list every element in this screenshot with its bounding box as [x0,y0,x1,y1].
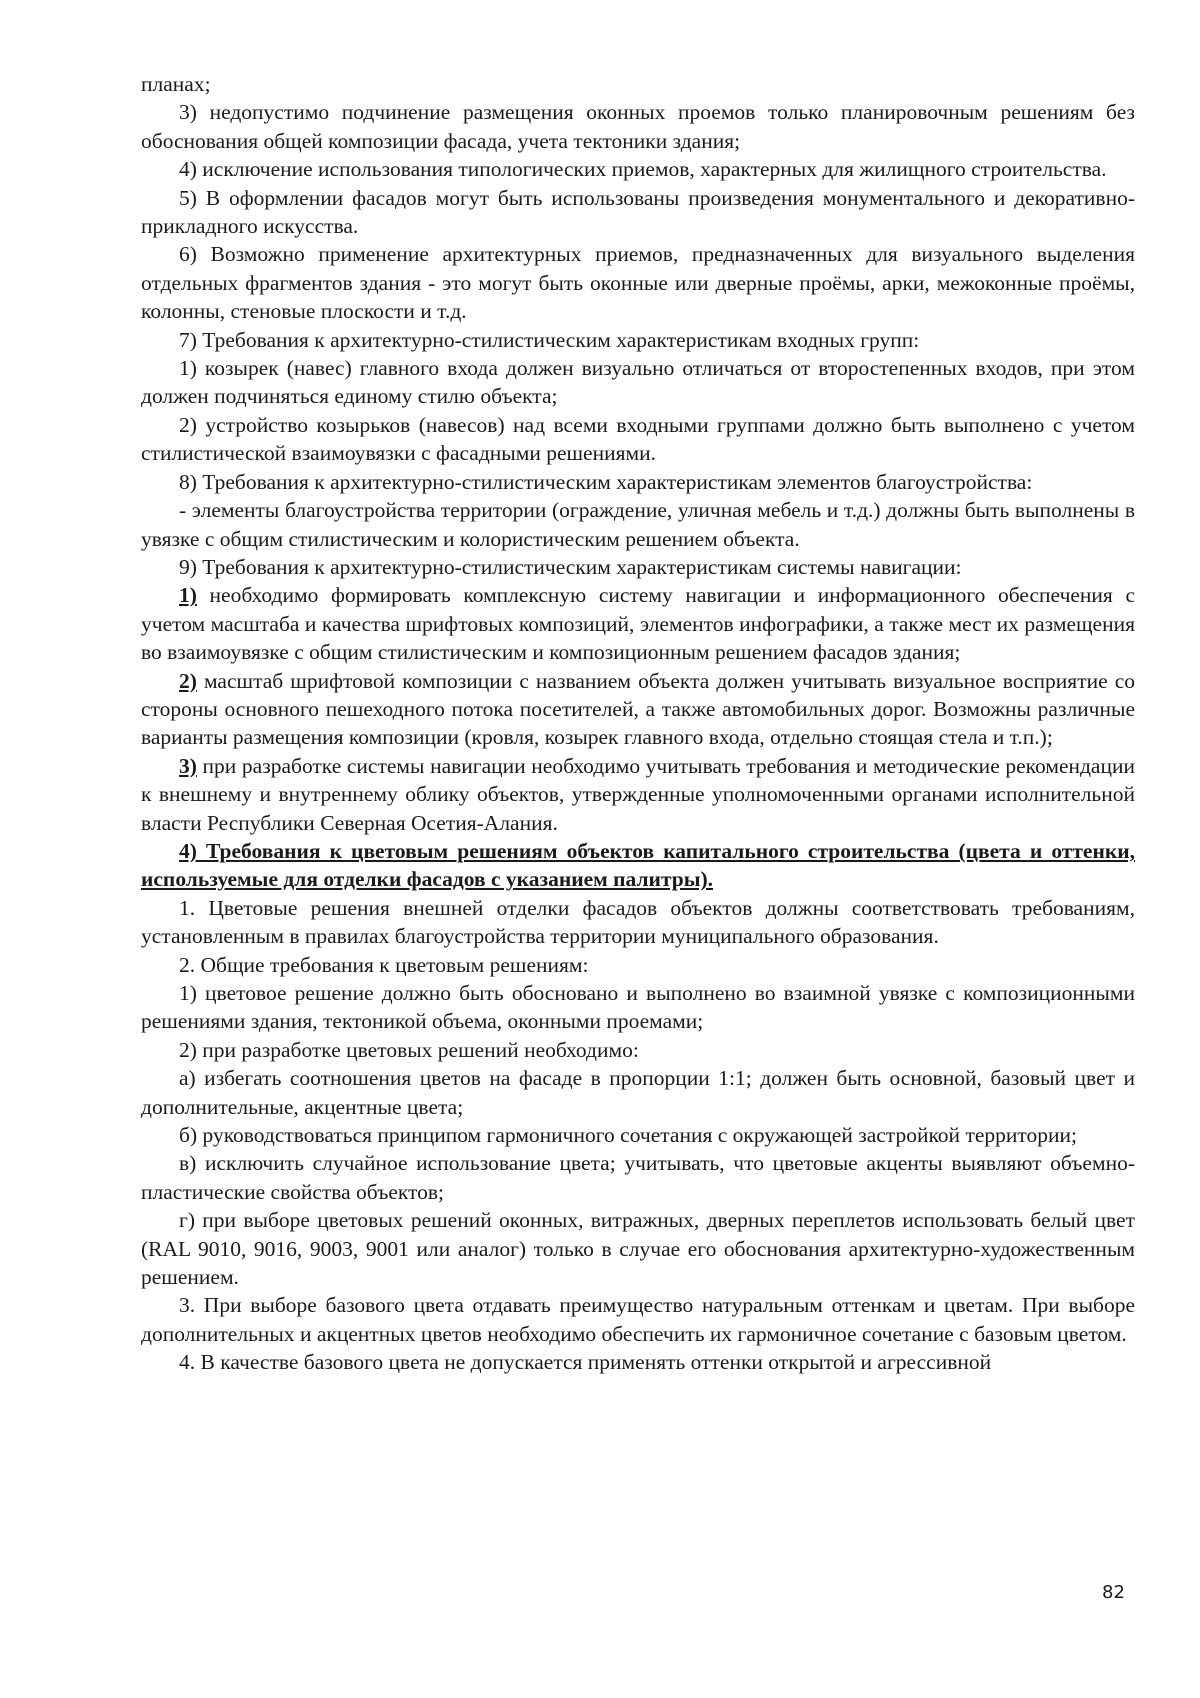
paragraph-text: 9) Требования к архитектурно-стилистическим характеристикам системы навигации: [179,554,962,579]
list-item-9-2 [141,667,1135,752]
paragraph-text: 1. Цветовые решения внешней отделки фасадов объектов должны соответствовать требованиям, установленным в правилах благоустройства территории муниципального образования. [141,895,1135,949]
clause-2 [141,951,1135,979]
paragraph-text: 7) Требования к архитектурно-стилистическим характеристикам входных групп: [179,327,920,352]
list-item-7-2 [141,411,1135,468]
paragraph-text: 2. Общие требования к цветовым решениям: [179,952,589,977]
paragraph-text: 5) В оформлении фасадов могут быть использованы произведения монументального и декоративно-прикладного искусства. [141,185,1135,239]
page-number: 82 [1102,1582,1125,1603]
paragraph-text: необходимо формировать комплексную систему навигации и информационного обеспечения с учетом масштаба и качества шрифтовых композиций, элементов инфографики, а также мест их размещения во взаимоувязке с общим стилистическим и композиционным решением фасадов здания; [141,583,1135,665]
paragraph-text: 2) при разработке цветовых решений необходимо: [179,1037,639,1062]
paragraph-text: 1) цветовое решение должно быть обосновано и выполнено во взаимной увязке с композиционными решениями здания, тектоникой объема, оконными проемами; [141,981,1135,1034]
list-item-5 [141,184,1135,241]
clause-2-2-v [141,1149,1135,1206]
list-item-9-1 [141,581,1135,666]
paragraph-text: 8) Требования к архитектурно-стилистическим характеристикам элементов благоустройства: [179,469,1033,494]
item-number: 2) [179,668,197,693]
paragraph-text: 3. При выборе базового цвета отдавать преимущество натуральным оттенкам и цветам. При выборе дополнительных и акцентных цветов необходимо обеспечить их гармоничное сочетание с базовым цветом. [141,1293,1135,1346]
paragraph-text: 4) исключение использования типологических приемов, характерных для жилищного строительства. [179,157,1107,182]
paragraph-text: г) при выборе цветовых решений оконных, витражных, дверных переплетов использовать белый цвет (RAL 9010, 9016, 9003, 9001 или аналог) только в случае его обоснования архитектурно-художественным решением. [141,1208,1135,1290]
paragraph-text: 2) устройство козырьков (навесов) над всеми входными группами должно быть выполнено с учетом стилистической взаимоувязки с фасадными решениями. [141,412,1135,466]
paragraph-text: 6) Возможно применение архитектурных приемов, предназначенных для визуального выделения отдельных фрагментов здания - это могут быть оконные или дверные проёмы, арки, межоконные проёмы, колонны, стеновые плоскости и т.д. [141,242,1135,324]
clause-3 [141,1291,1135,1348]
item-number: 3) [179,753,197,778]
paragraph-text: масштаб шрифтовой композиции с названием объекта должен учитывать визуальное восприятие со стороны основного пешеходного потока посетителей, а также автомобильных дорог. Возможны различные варианты размещения композиции (кровля, козырек главного входа, отдельно стоящая стела и т.п.); [141,668,1135,750]
clause-4 [141,1348,1135,1376]
list-item-3 [141,98,1135,155]
list-item-9-3 [141,752,1135,837]
clause-2-2-g [141,1206,1135,1291]
paragraph-text: в) исключить случайное использование цвета; учитывать, что цветовые акценты выявляют объемно-пластические свойства объектов; [141,1151,1135,1204]
clause-2-2-b [141,1121,1135,1149]
clause-2-1 [141,979,1135,1036]
list-item-8 [141,468,1135,496]
document-page [141,70,1135,1377]
paragraph-text: 3) недопустимо подчинение размещения оконных проемов только планировочным решениям без обоснования общей композиции фасада, учета тектоники здания; [141,100,1135,153]
paragraph-continuation [141,70,1135,98]
paragraph-text: планах; [141,72,211,96]
clause-1 [141,894,1135,951]
list-item-7 [141,326,1135,354]
list-item-6 [141,240,1135,325]
item-number: 1) [179,583,197,608]
list-item-4 [141,155,1135,183]
list-item-9 [141,553,1135,581]
clause-2-2-a [141,1064,1135,1121]
section-heading [141,837,1135,894]
paragraph-text: при разработке системы навигации необходимо учитывать требования и методические рекомендации к внешнему и внутреннему облику объектов, утвержденные уполномоченными органами исполнительной власти Республики Северная Осетия-Алания. [141,753,1135,835]
paragraph-text: а) избегать соотношения цветов на фасаде в пропорции 1:1; должен быть основной, базовый цвет и дополнительные, акцентные цвета; [141,1066,1135,1119]
paragraph-text: - элементы благоустройства территории (ограждение, уличная мебель и т.д.) должны быть выполнены в увязке с общим стилистическим и колористическим решением объекта. [141,498,1135,551]
list-item-7-1 [141,354,1135,411]
paragraph-text: б) руководствоваться принципом гармоничного сочетания с окружающей застройкой территории; [179,1123,1077,1148]
paragraph-text: 1) козырек (навес) главного входа должен визуально отличаться от второстепенных входов, при этом должен подчиняться единому стилю объекта; [141,356,1135,409]
list-item-8-dash [141,496,1135,553]
clause-2-2 [141,1036,1135,1064]
paragraph-text: 4. В качестве базового цвета не допускается применять оттенки открытой и агрессивной [179,1350,992,1375]
heading-text: 4) Требования к цветовым решениям объектов капитального строительства (цвета и оттенки, используемые для отделки фасадов с указанием палитры). [141,838,1135,892]
